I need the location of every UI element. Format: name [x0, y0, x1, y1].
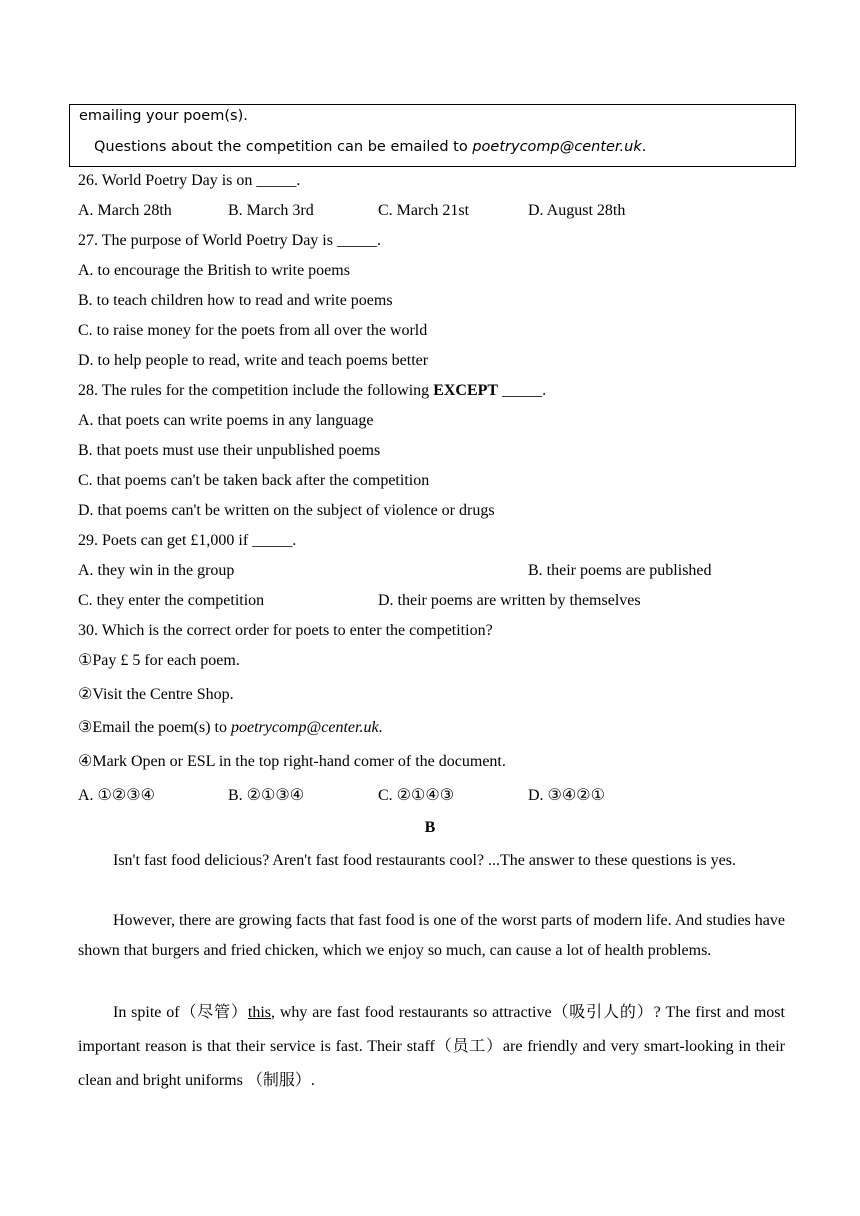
underlined-this: this	[247, 1004, 272, 1021]
notice-box	[69, 104, 796, 167]
q26-option-a: A. March 28th	[78, 202, 172, 219]
q29-option-d: D. their poems are written by themselves	[378, 592, 641, 609]
passage-b-heading: B	[424, 819, 436, 836]
paragraph-1-text: Isn't fast food delicious? Aren't fast food restaurants cool? ...The answer to these questions is yes.	[113, 852, 736, 869]
q30-option-b: B. ②①③④	[228, 787, 305, 804]
q29-option-b: B. their poems are published	[528, 562, 712, 579]
q28-stem-text: 28. The rules for the competition include the following	[78, 382, 434, 399]
q27-option-d: D. to help people to read, write and teach poems better	[78, 352, 429, 369]
q28-except-word: EXCEPT	[433, 382, 499, 399]
q29-option-a: A. they win in the group	[78, 562, 235, 579]
question-30-stem: 30. Which is the correct order for poets to enter the competition?	[78, 622, 493, 639]
passage-b-paragraph-1	[78, 846, 785, 876]
q30-option-c: C. ②①④③	[378, 787, 455, 804]
q28-option-d: D. that poems can't be written on the subject of violence or drugs	[78, 502, 495, 519]
q30-step-3-text: ③Email the poem(s) to	[78, 719, 231, 736]
paragraph-3-rest: , why are fast food restaurants so attractive（吸引人的）? The first and most important reason is that their service is fast. Their staff（员工）are friendly and very smart-looking in their clean and bright uniforms （制服）.	[78, 1004, 785, 1089]
contact-email: poetrycomp@center.uk	[472, 139, 642, 155]
q27-option-a: A. to encourage the British to write poems	[78, 262, 350, 279]
q26-option-d: D. August 28th	[528, 202, 626, 219]
q27-option-c: C. to raise money for the poets from all over the world	[78, 322, 428, 339]
passage-b-paragraph-2	[78, 906, 785, 966]
question-28-stem	[78, 381, 546, 401]
q30-step-2: ②Visit the Centre Shop.	[78, 686, 234, 703]
paragraph-3-text	[78, 996, 785, 1098]
question-27-stem: 27. The purpose of World Poetry Day is _____.	[78, 232, 381, 249]
passage-b-paragraph-3	[78, 996, 785, 1098]
q28-option-c: C. that poems can't be taken back after the competition	[78, 472, 430, 489]
q30-option-a: A. ①②③④	[78, 787, 155, 804]
paragraph-2-text: However, there are growing facts that fast food is one of the worst parts of modern life. And studies have shown that burgers and fried chicken, which we enjoy so much, can cause a lot of health problems.	[78, 912, 785, 959]
q28-option-b: B. that poets must use their unpublished poems	[78, 442, 381, 459]
q30-option-d: D. ③④②①	[528, 787, 605, 804]
q30-step-4: ④Mark Open or ESL in the top right-hand comer of the document.	[78, 753, 506, 770]
q27-option-b: B. to teach children how to read and write poems	[78, 292, 393, 309]
question-29-stem: 29. Poets can get £1,000 if _____.	[78, 532, 297, 549]
q28-blank: _____.	[498, 382, 547, 399]
notice-text: Questions about the competition can be emailed to	[94, 139, 473, 155]
q30-step-3	[78, 718, 383, 738]
paragraph-3-start: In spite of（尽管）	[113, 1004, 248, 1021]
notice-line-2	[94, 139, 646, 155]
notice-line-1: emailing your poem(s).	[79, 108, 248, 124]
q28-option-a: A. that poets can write poems in any language	[78, 412, 374, 429]
q30-step-3-period: .	[378, 719, 383, 736]
question-26-stem: 26. World Poetry Day is on _____.	[78, 172, 301, 189]
q30-step-1: ①Pay £ 5 for each poem.	[78, 652, 240, 669]
q29-option-c: C. they enter the competition	[78, 592, 265, 609]
q30-step-3-email: poetrycomp@center.uk	[230, 719, 379, 736]
q26-option-b: B. March 3rd	[228, 202, 314, 219]
q26-option-c: C. March 21st	[378, 202, 470, 219]
notice-period: .	[641, 139, 647, 155]
